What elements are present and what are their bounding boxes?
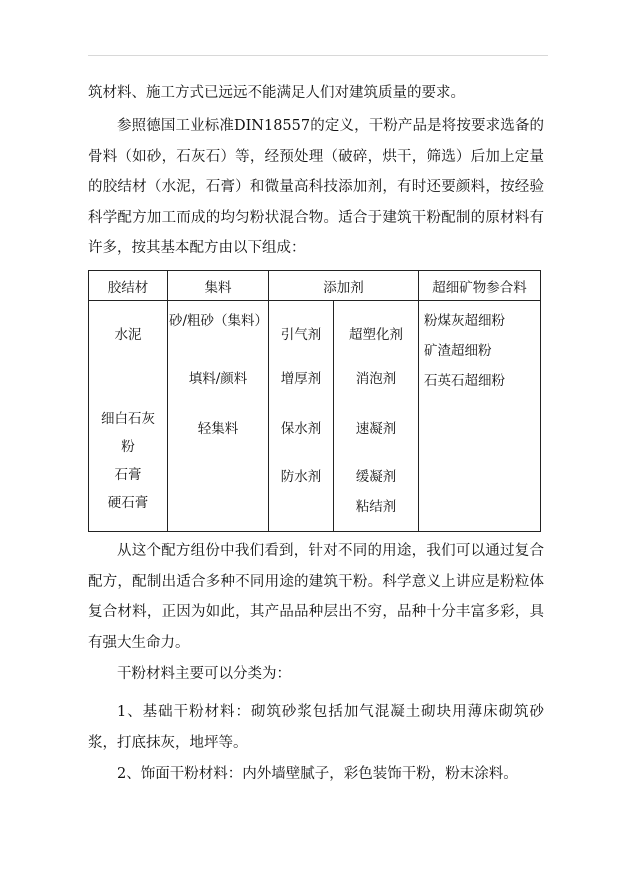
paragraph-1 <box>88 78 544 109</box>
aggregate-cell <box>168 301 269 532</box>
mineral-item: 矿渣超细粉 <box>424 343 492 359</box>
additive-item: 超塑化剂 <box>349 327 403 343</box>
header-binder: 胶结材 <box>89 271 168 301</box>
paragraph-1-text: 筑材料、施工方式已远远不能满足人们对建筑质量的要求。 <box>88 85 465 101</box>
additive-item: 增厚剂 <box>280 371 322 387</box>
header-mineral: 超细矿物参合料 <box>419 271 541 301</box>
additive-item: 速凝剂 <box>355 421 397 437</box>
table-header-row <box>89 271 541 301</box>
binder-item: 水泥 <box>114 327 142 343</box>
binder-item: 硬石膏 <box>107 495 149 511</box>
paragraph-3-text: 从这个配方组份中我们看到，针对不同的用途，我们可以通过复合配方，配制出适合多种不同用途的建筑干粉。科学意义上讲应是粉粒体复合材料，正因为如此，其产品品种层出不穷，品种十分丰富多彩，具有强大生命力。 <box>88 543 544 651</box>
mineral-cell <box>419 301 541 532</box>
paragraph-6 <box>88 759 544 790</box>
paragraph-6-text: 2、饰面干粉材料：内外墙壁腻子，彩色装饰干粉，粉末涂料。 <box>117 766 518 782</box>
paragraph-2-text: 参照德国工业标准DIN18557的定义，干粉产品是将按要求选备的骨料（如砂，石灰石）等，经预处理（破碎，烘干，筛选）后加上定量的胶结材（水泥，石膏）和微量高科技添加剂，有时还要颜料，按经验科学配方加工而成的均匀粉状混合物。适合于建筑干粉配制的原材料有许多，按其基本配方由以下组成： <box>88 118 544 256</box>
additive-item: 防水剂 <box>280 469 322 485</box>
mineral-item: 粉煤灰超细粉 <box>424 313 505 329</box>
binder-item: 粉 <box>121 439 135 455</box>
binder-cell <box>89 301 168 532</box>
aggregate-item: 轻集料 <box>197 421 239 437</box>
aggregate-item: 填料/颜料 <box>188 371 248 387</box>
paragraph-4 <box>88 659 544 690</box>
additive-right-cell <box>334 301 419 532</box>
composition-table <box>88 270 541 532</box>
aggregate-item: 砂/粗砂（集料） <box>169 313 269 329</box>
paragraph-3 <box>88 536 544 658</box>
additive-left-cell <box>269 301 334 532</box>
additive-item: 粘结剂 <box>355 499 397 515</box>
binder-item: 石膏 <box>114 467 142 483</box>
mineral-item: 石英石超细粉 <box>424 373 505 389</box>
paragraph-2 <box>88 111 544 264</box>
additive-item: 引气剂 <box>280 327 322 343</box>
table-row <box>89 301 541 532</box>
additive-item: 消泡剂 <box>355 371 397 387</box>
paragraph-5 <box>88 697 544 758</box>
paragraph-5-text: 1、基础干粉材料：砌筑砂浆包括加气混凝土砌块用薄床砌筑砂浆，打底抹灰，地坪等。 <box>88 704 544 751</box>
additive-item: 保水剂 <box>280 421 322 437</box>
additive-item: 缓凝剂 <box>355 469 397 485</box>
binder-item: 细白石灰 <box>101 411 155 427</box>
paragraph-4-text: 干粉材料主要可以分类为： <box>117 666 291 682</box>
header-additive: 添加剂 <box>269 271 419 301</box>
header-aggregate: 集料 <box>168 271 269 301</box>
header-rule <box>88 55 548 56</box>
